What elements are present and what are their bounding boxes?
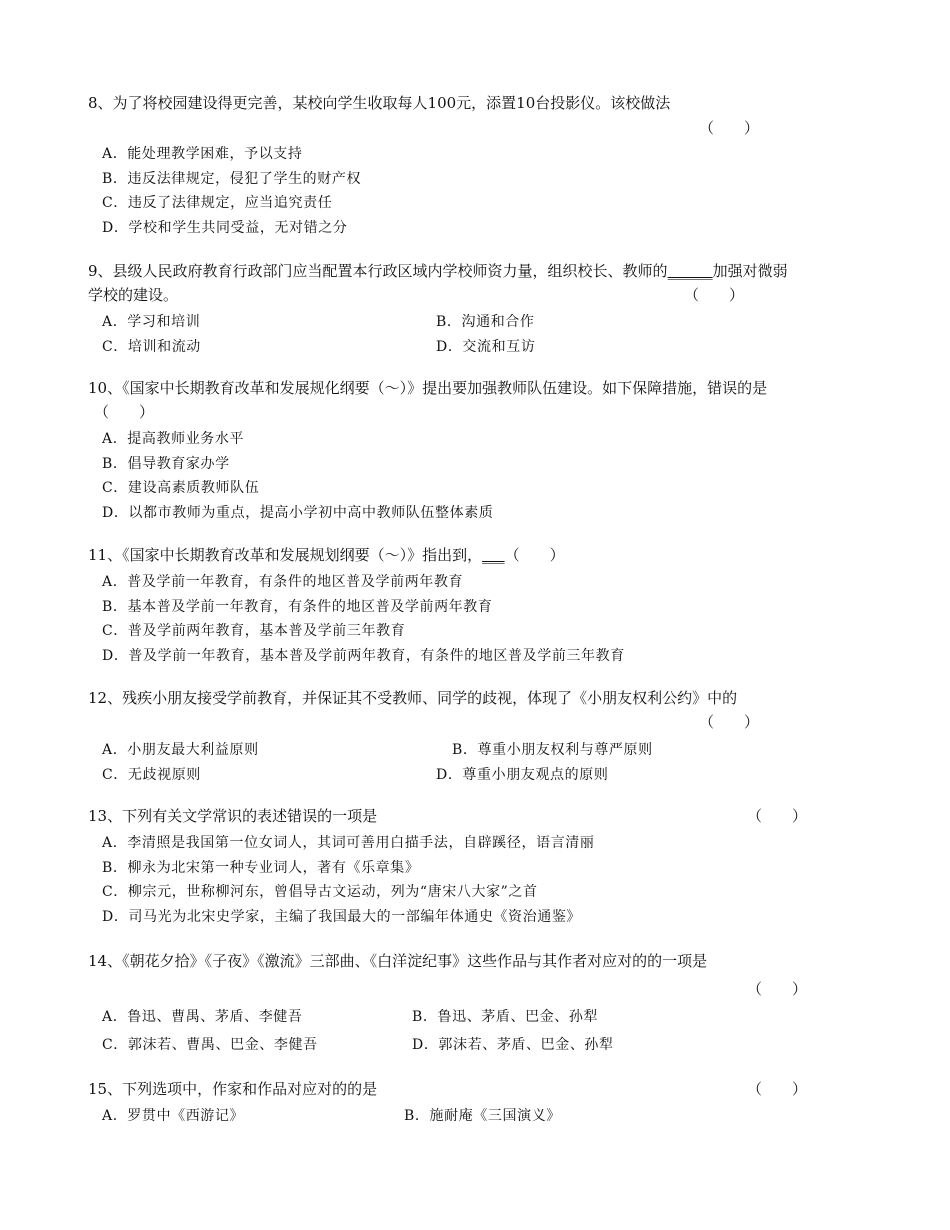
option-c: C．建设高素质教师队伍 xyxy=(102,480,260,496)
option-b: B．沟通和合作 xyxy=(436,314,535,330)
answer-parentheses: （ ） xyxy=(94,403,155,421)
option-b: B．尊重小朋友权利与尊严原则 xyxy=(452,742,653,758)
question-stem-part-2: 加强对微弱 xyxy=(712,262,788,280)
question-stem: 15、下列选项中，作家和作品对应对的的是 xyxy=(88,1080,378,1098)
fill-blank: ___ xyxy=(482,546,505,564)
option-c: C．柳宗元，世称柳河东，曾倡导古文运动，列为“唐宋八大家”之首 xyxy=(102,884,538,900)
question-stem: 10、《国家中长期教育改革和发展规化纲要（～）》提出要加强教师队伍建设。如下保障措施，错误的是 xyxy=(88,379,768,397)
question-stem: 13、下列有关文学常识的表述错误的一项是 xyxy=(88,807,378,825)
option-a: A．鲁迅、曹禺、茅盾、李健吾 xyxy=(102,1009,303,1025)
option-a: A．能处理教学困难，予以支持 xyxy=(102,146,303,162)
option-d: D．普及学前一年教育，基本普及学前两年教育，有条件的地区普及学前三年教育 xyxy=(102,647,625,664)
option-a: A．普及学前一年教育，有条件的地区普及学前两年教育 xyxy=(102,574,464,590)
question-stem xyxy=(88,259,863,283)
option-b: B．柳永为北宋第一种专业词人，著有《乐章集》 xyxy=(102,859,420,876)
question-11 xyxy=(88,543,863,668)
question-14 xyxy=(88,949,863,1057)
question-stem xyxy=(88,543,863,567)
option-c: C．郭沫若、曹禺、巴金、李健吾 xyxy=(102,1036,318,1053)
option-b: B．基本普及学前一年教育，有条件的地区普及学前两年教育 xyxy=(102,598,493,615)
options-list xyxy=(102,142,863,240)
option-a: A．李清照是我国第一位女词人，其词可善用白描手法，自辟蹊径，语言清丽 xyxy=(102,835,595,851)
option-c: C．无歧视原则 xyxy=(102,766,201,783)
options-list xyxy=(102,738,863,787)
option-d: D．学校和学生共同受益，无对错之分 xyxy=(102,219,348,236)
option-c: C．违反了法律规定，应当追究责任 xyxy=(102,195,333,211)
answer-parentheses: （ ） xyxy=(684,286,745,304)
option-c: C．培训和流动 xyxy=(102,338,201,355)
option-d: D．交流和互访 xyxy=(436,338,536,355)
answer-parentheses: （ ） xyxy=(699,713,760,731)
question-stem: 8、为了将校园建设得更完善，某校向学生收取每人100元，添置10台投影仪。该校做法 xyxy=(88,94,671,112)
option-b: B．施耐庵《三国演义》 xyxy=(404,1108,561,1124)
option-a: A．提高教师业务水平 xyxy=(102,431,245,447)
question-8 xyxy=(88,91,863,240)
question-stem-line-2: 学校的建设。 xyxy=(88,286,179,304)
answer-parentheses: （ ） xyxy=(747,807,808,825)
question-13 xyxy=(88,804,863,929)
option-c: C．普及学前两年教育，基本普及学前三年教育 xyxy=(102,623,406,639)
question-15 xyxy=(88,1077,863,1129)
answer-parentheses: （ ） xyxy=(504,546,565,564)
option-a: A．小朋友最大利益原则 xyxy=(102,742,259,758)
question-10 xyxy=(88,376,863,525)
options-list xyxy=(102,1104,863,1129)
question-stem-part-1: 9、县级人民政府教育行政部门应当配置本行政区域内学校师资力量，组织校长、教师的 xyxy=(88,262,668,280)
options-list xyxy=(102,831,863,929)
options-list xyxy=(102,427,863,525)
fill-blank: ______ xyxy=(667,262,713,280)
option-d: D．以都市教师为重点，提高小学初中高中教师队伍整体素质 xyxy=(102,504,494,521)
option-b: B．倡导教育家办学 xyxy=(102,455,230,472)
options-list xyxy=(102,1005,863,1057)
option-b: B．鲁迅、茅盾、巴金、孙犁 xyxy=(412,1009,599,1025)
question-stem: 12、残疾小朋友接受学前教育，并保证其不受教师、同学的歧视，体现了《小朋友权利公约》中的 xyxy=(88,689,738,707)
option-b: B．违反法律规定，侵犯了学生的财产权 xyxy=(102,170,362,187)
question-stem: 14、《朝花夕拾》《子夜》《激流》三部曲、《白洋淀纪事》这些作品与其作者对应对的的一项是 xyxy=(88,952,708,970)
question-12 xyxy=(88,686,863,787)
answer-parentheses: （ ） xyxy=(747,980,808,998)
answer-parentheses: （ ） xyxy=(747,1080,808,1098)
option-d: D．郭沫若、茅盾、巴金、孙犁 xyxy=(412,1036,614,1053)
option-d: D．尊重小朋友观点的原则 xyxy=(436,766,609,783)
options-list xyxy=(102,570,863,668)
option-a: A．罗贯中《西游记》 xyxy=(102,1108,245,1124)
option-d: D．司马光为北宋史学家，主编了我国最大的一部编年体通史《资治通鉴》 xyxy=(102,908,582,925)
question-stem-part-1: 11、《国家中长期教育改革和发展规划纲要（～）》指出到， xyxy=(88,546,483,564)
question-9 xyxy=(88,259,863,359)
options-list xyxy=(102,310,863,359)
answer-parentheses: （ ） xyxy=(699,119,760,137)
option-a: A．学习和培训 xyxy=(102,314,201,330)
